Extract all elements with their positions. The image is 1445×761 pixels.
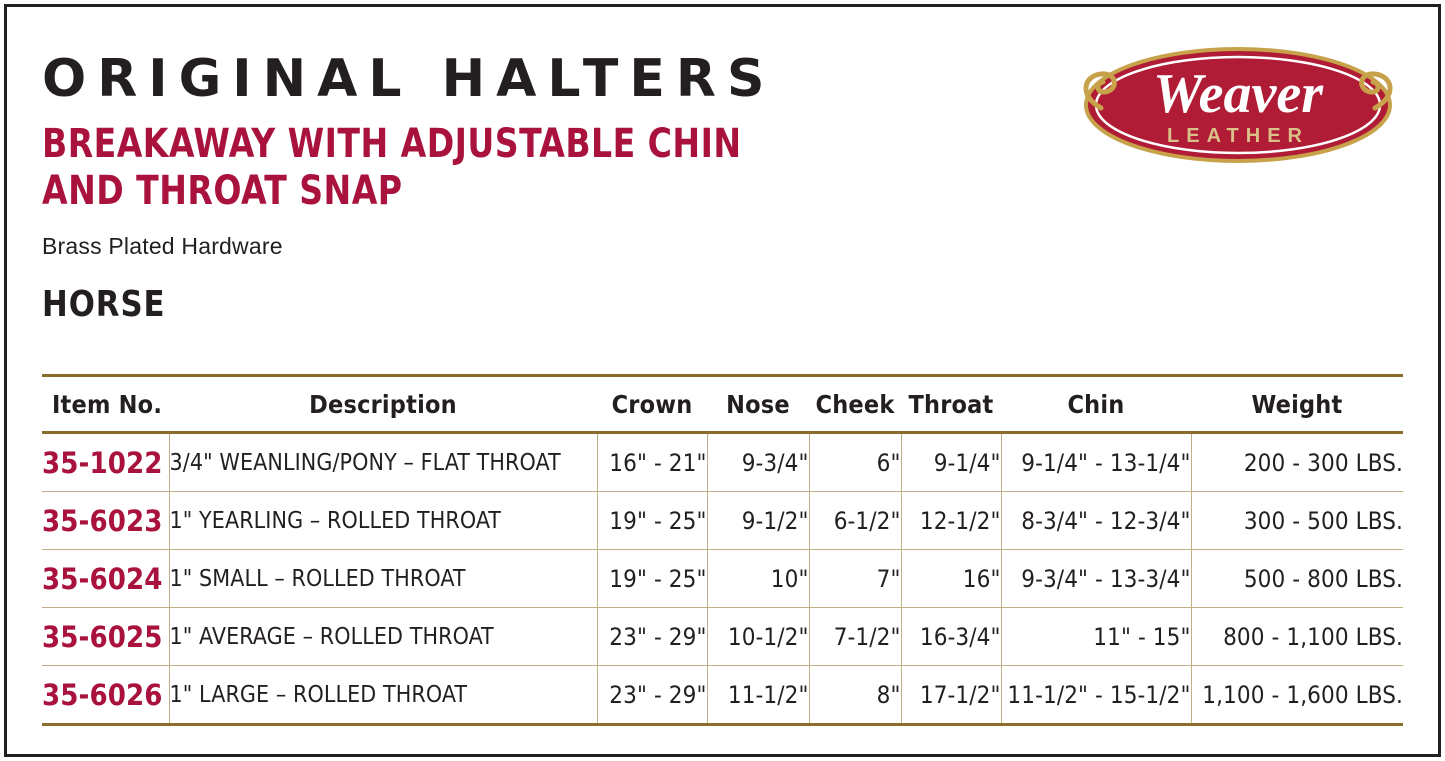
spec-table [42, 374, 1403, 726]
cell-cheek: 8" [809, 666, 901, 725]
cell-item-no: 35-6025 [42, 608, 169, 666]
cell-cheek: 6-1/2" [809, 492, 901, 550]
cell-crown: 16" - 21" [597, 433, 707, 492]
cell-cheek: 6" [809, 433, 901, 492]
cell-description: 1" YEARLING – ROLLED THROAT [169, 492, 597, 550]
cell-cheek: 7-1/2" [809, 608, 901, 666]
cell-description: 1" SMALL – ROLLED THROAT [169, 550, 597, 608]
cell-chin: 8-3/4" - 12-3/4" [1001, 492, 1191, 550]
col-header-crown: Crown [597, 376, 707, 433]
cell-crown: 19" - 25" [597, 550, 707, 608]
svg-text:LEATHER: LEATHER [1167, 125, 1309, 147]
page-subtitle [42, 121, 870, 215]
section-heading: HORSE [42, 283, 166, 325]
col-header-weight: Weight [1191, 376, 1403, 433]
spec-table-container [42, 374, 1403, 726]
subtitle-line-1: BREAKAWAY WITH ADJUSTABLE CHIN [42, 120, 742, 167]
table-header [42, 376, 1403, 433]
cell-cheek: 7" [809, 550, 901, 608]
cell-throat: 9-1/4" [901, 433, 1001, 492]
table-row [42, 608, 1403, 666]
cell-crown: 23" - 29" [597, 666, 707, 725]
col-header-throat: Throat [901, 376, 1001, 433]
cell-item-no: 35-1022 [42, 433, 169, 492]
cell-crown: 19" - 25" [597, 492, 707, 550]
cell-weight: 300 - 500 LBS. [1191, 492, 1403, 550]
svg-text:Weaver: Weaver [1153, 63, 1323, 125]
col-header-chin: Chin [1001, 376, 1191, 433]
page-title: ORIGINAL HALTERS [42, 49, 776, 109]
weaver-leather-logo [1073, 30, 1403, 180]
cell-item-no: 35-6026 [42, 666, 169, 725]
hardware-note: Brass Plated Hardware [42, 232, 283, 259]
table-row [42, 550, 1403, 608]
sheet-content [42, 30, 1403, 735]
subtitle-line-2: AND THROAT SNAP [42, 167, 403, 214]
cell-chin: 9-3/4" - 13-3/4" [1001, 550, 1191, 608]
cell-nose: 10" [707, 550, 809, 608]
col-header-item-no: Item No. [42, 376, 169, 433]
cell-throat: 16" [901, 550, 1001, 608]
cell-chin: 11-1/2" - 15-1/2" [1001, 666, 1191, 725]
cell-item-no: 35-6024 [42, 550, 169, 608]
cell-description: 1" AVERAGE – ROLLED THROAT [169, 608, 597, 666]
cell-nose: 10-1/2" [707, 608, 809, 666]
cell-item-no: 35-6023 [42, 492, 169, 550]
cell-throat: 16-3/4" [901, 608, 1001, 666]
cell-weight: 1,100 - 1,600 LBS. [1191, 666, 1403, 725]
cell-crown: 23" - 29" [597, 608, 707, 666]
cell-weight: 200 - 300 LBS. [1191, 433, 1403, 492]
table-row [42, 666, 1403, 725]
cell-nose: 11-1/2" [707, 666, 809, 725]
table-header-row [42, 376, 1403, 433]
cell-nose: 9-3/4" [707, 433, 809, 492]
cell-weight: 500 - 800 LBS. [1191, 550, 1403, 608]
cell-description: 1" LARGE – ROLLED THROAT [169, 666, 597, 725]
cell-chin: 11" - 15" [1001, 608, 1191, 666]
table-body [42, 433, 1403, 725]
table-row [42, 433, 1403, 492]
cell-throat: 17-1/2" [901, 666, 1001, 725]
col-header-cheek: Cheek [809, 376, 901, 433]
table-row [42, 492, 1403, 550]
cell-throat: 12-1/2" [901, 492, 1001, 550]
cell-nose: 9-1/2" [707, 492, 809, 550]
cell-weight: 800 - 1,100 LBS. [1191, 608, 1403, 666]
cell-description: 3/4" WEANLING/PONY – FLAT THROAT [169, 433, 597, 492]
cell-chin: 9-1/4" - 13-1/4" [1001, 433, 1191, 492]
col-header-nose: Nose [707, 376, 809, 433]
col-header-description: Description [169, 376, 597, 433]
